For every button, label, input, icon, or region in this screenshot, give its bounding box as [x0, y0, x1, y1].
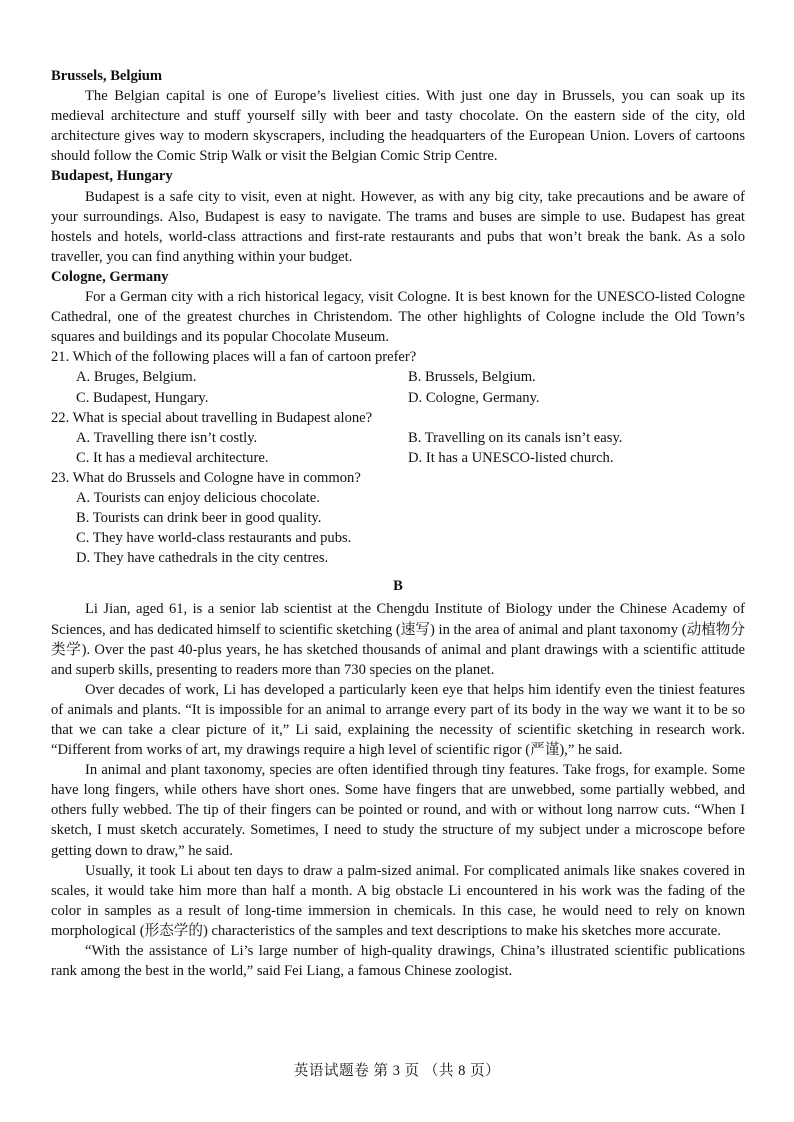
page-footer: 英语试题卷 第 3 页 （共 8 页） [293, 1063, 501, 1079]
passage-paragraph: In animal and plant taxonomy, species are often identified through tiny features. Take frogs, for example. Some have long fingers, while others have short ones. Some have fingers that are unwebbed, some partially webbed, and others fully webbed. The tip of their fingers can be pointed or round, and with or without long narrow cuts. “When I sketch, I must sketch accurately. Sometimes, I need to study the structure of my subject under a microscope before getting down to draw,” he said. [51, 762, 745, 859]
passage-paragraph: Over decades of work, Li has developed a particularly keen eye that helps him identify even the tiniest features of animals and plants. “It is impossible for an animal to arrange every part of its body in the way we want it to be so that we can take a clear picture of it,” Li said, explaining the necessity of scientific sketching in research work. “Different from works of art, my drawings require a high level of scientific rigor (严谨),” he said. [51, 681, 745, 759]
city-paragraph: The Belgian capital is one of Europe’s liveliest cities. With just one day in Brussels, you can soak up its medieval architecture and stuff yourself silly with beer and tasty chocolate. On the eastern side of the city, old architecture gives way to modern skyscrapers, including the headquarters of the European Union. Lovers of cartoons should follow the Comic Strip Walk or visit the Belgian Comic Strip Centre. [51, 88, 745, 165]
city-paragraph: Budapest is a safe city to visit, even at night. However, as with any big city, take precautions and be aware of your surroundings. Also, Budapest is easy to navigate. The trams and buses are simple to use. Budapest has great hostels and hotels, world-class attractions and first-rate restaurants and pubs that won’t break the bank. As a solo traveller, you can find anything within your budget. [51, 188, 745, 265]
option-a: A. Bruges, Belgium. [76, 369, 197, 386]
option-a: A. Travelling there isn’t costly. [76, 429, 258, 446]
passage-paragraph: Usually, it took Li about ten days to draw a palm-sized animal. For complicated animals like snakes covered in scales, it would take him more than half a month. A big obstacle Li encountered in his work was the fading of the color in samples as a result of long-time immersion in chemicals. In this case, he would need to rely on known morphological (形态学的) characteristics of the samples and text descriptions to make his sketches more accurate. [51, 862, 745, 939]
city-heading: Budapest, Hungary [51, 168, 173, 185]
question-stem: 21. Which of the following places will a fan of cartoon prefer? [51, 349, 417, 366]
city-heading: Brussels, Belgium [51, 68, 163, 84]
city-section-cologne [51, 267, 745, 347]
option-c: C. Budapest, Hungary. [76, 389, 209, 406]
option-b: B. Travelling on its canals isn’t easy. [408, 429, 623, 446]
option-d: D. Cologne, Germany. [408, 389, 540, 406]
section-b [51, 576, 745, 981]
passage-paragraph: Li Jian, aged 61, is a senior lab scientist at the Chengdu Institute of Biology under the Chinese Academy of Sciences, and has dedicated himself to scientific sketching (速写) in the area of animal and plant taxonomy (动植物分类学). Over the past 40-plus years, he has sketched thousands of animal and plant drawings with a scientific attitude and superb skills, presenting to readers more than 730 species on the planet. [51, 601, 745, 678]
option-list [51, 488, 745, 568]
option-b: B. Brussels, Belgium. [408, 369, 536, 386]
option-b: B. Tourists can drink beer in good quality. [76, 510, 322, 527]
question-23 [51, 468, 745, 568]
exam-page [51, 66, 745, 981]
option-grid [51, 367, 745, 407]
option-c: C. They have world-class restaurants and pubs. [76, 530, 352, 547]
option-c: C. It has a medieval architecture. [76, 449, 269, 466]
question-stem: 22. What is special about travelling in Budapest alone? [51, 409, 373, 426]
question-22 [51, 408, 745, 468]
section-b-title: B [393, 578, 403, 595]
question-21 [51, 347, 745, 407]
option-d: D. It has a UNESCO-listed church. [408, 449, 614, 466]
city-paragraph: For a German city with a rich historical legacy, visit Cologne. It is best known for the UNESCO-listed Cologne Cathedral, one of the greatest churches in Christendom. The other highlights of Cologne include the Old Town’s squares and buildings and its popular Chocolate Museum. [51, 289, 745, 346]
city-section-brussels [51, 66, 745, 166]
option-a: A. Tourists can enjoy delicious chocolate. [76, 489, 320, 506]
option-grid [51, 428, 745, 468]
question-stem: 23. What do Brussels and Cologne have in common? [51, 469, 361, 486]
option-d: D. They have cathedrals in the city centres. [76, 550, 329, 567]
city-heading: Cologne, Germany [51, 268, 169, 285]
passage-paragraph: “With the assistance of Li’s large number of high-quality drawings, China’s illustrated scientific publications rank among the best in the world,” said Fei Liang, a famous Chinese zoologist. [51, 943, 745, 980]
city-section-budapest [51, 166, 745, 266]
